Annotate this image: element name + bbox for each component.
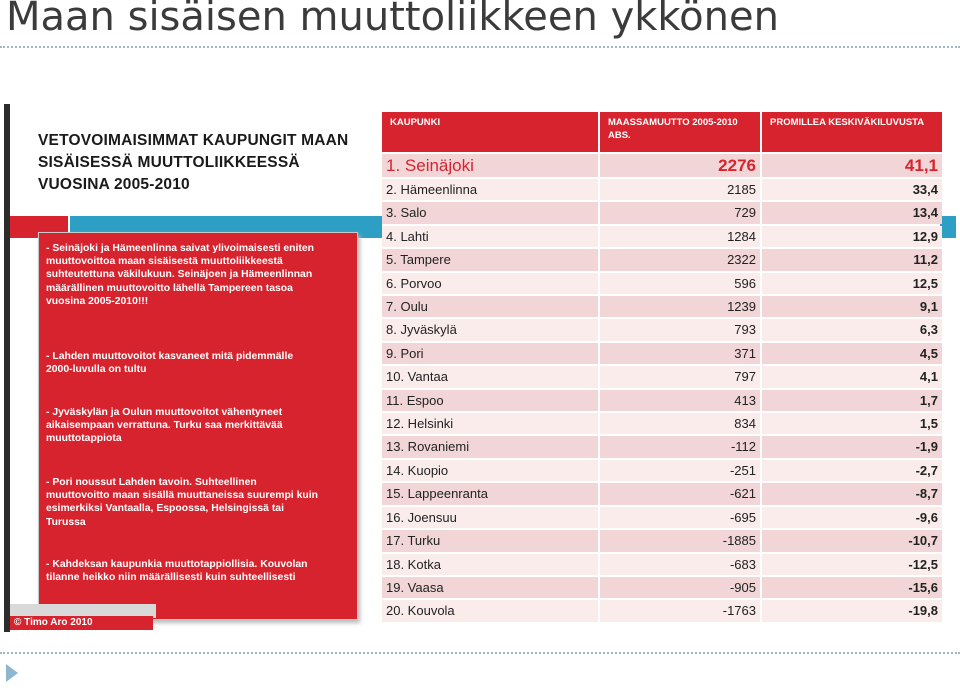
absolute-cell: -695 <box>600 507 760 528</box>
header-per-mille: PROMILLEA KESKIVÄKILUVUSTA <box>762 112 942 152</box>
table-row <box>382 460 942 481</box>
table-row <box>382 366 942 387</box>
table-row <box>382 600 942 621</box>
city-cell: 7. Oulu <box>382 296 598 317</box>
per-mille-cell: 4,1 <box>762 366 942 387</box>
absolute-cell: -1885 <box>600 530 760 551</box>
header-city: KAUPUNKI <box>382 112 598 152</box>
table-row <box>382 390 942 411</box>
per-mille-cell: -15,6 <box>762 577 942 598</box>
absolute-cell: -683 <box>600 554 760 575</box>
commentary-paragraph: - Seinäjoki ja Hämeenlinna saivat ylivoimaisesti eniten muuttovoittoa maan sisäisestä muuttoliikkeestä suhteutettuna väkilukuun. Seinäjoen ja Hämeenlinnan määrällinen muuttovoitto lähellä Tampereen tasoa vuosina 2005-2010!!! <box>46 243 314 307</box>
bullet-arrow-icon <box>6 664 18 682</box>
absolute-cell: 1239 <box>600 296 760 317</box>
table-row <box>382 226 942 247</box>
per-mille-cell: 9,1 <box>762 296 942 317</box>
table-row <box>382 319 942 340</box>
absolute-cell: 1284 <box>600 226 760 247</box>
city-cell: 6. Porvoo <box>382 273 598 294</box>
per-mille-cell: -19,8 <box>762 600 942 621</box>
slide-image <box>4 104 956 632</box>
city-cell: 14. Kuopio <box>382 460 598 481</box>
absolute-cell: 729 <box>600 202 760 223</box>
table-row <box>382 273 942 294</box>
commentary-paragraph: - Lahden muuttovoitot kasvaneet mitä pidemmälle 2000-luvulla on tultu <box>46 351 294 376</box>
city-cell: 12. Helsinki <box>382 413 598 434</box>
table-row <box>382 202 942 223</box>
table-row <box>382 507 942 528</box>
city-cell: 5. Tampere <box>382 249 598 270</box>
per-mille-cell: -12,5 <box>762 554 942 575</box>
table-row <box>382 483 942 504</box>
per-mille-cell: 1,5 <box>762 413 942 434</box>
top-divider <box>0 46 960 48</box>
slide-edge <box>4 104 10 632</box>
table-row <box>382 413 942 434</box>
city-cell: 17. Turku <box>382 530 598 551</box>
absolute-cell: 2185 <box>600 179 760 200</box>
commentary-paragraph: - Kahdeksan kaupunkia muuttotappiollisia. Kouvolan tilanne heikko niin määrällisesti kuin suhteellisesti <box>46 559 308 584</box>
per-mille-cell: 4,5 <box>762 343 942 364</box>
copyright-credit: © Timo Aro 2010 <box>10 616 153 630</box>
table-row <box>382 154 942 177</box>
city-cell: 18. Kotka <box>382 554 598 575</box>
absolute-cell: 793 <box>600 319 760 340</box>
table-row <box>382 249 942 270</box>
per-mille-cell: 11,2 <box>762 249 942 270</box>
per-mille-cell: -1,9 <box>762 436 942 457</box>
city-cell: 2. Hämeenlinna <box>382 179 598 200</box>
absolute-cell: -112 <box>600 436 760 457</box>
city-cell: 13. Rovaniemi <box>382 436 598 457</box>
per-mille-cell: 13,4 <box>762 202 942 223</box>
city-cell: 15. Lappeenranta <box>382 483 598 504</box>
per-mille-cell: 1,7 <box>762 390 942 411</box>
per-mille-cell: 12,9 <box>762 226 942 247</box>
panel-title: VETOVOIMAISIMMAT KAUPUNGIT MAAN SISÄISESSÄ MUUTTOLIIKKEESSÄ VUOSINA 2005-2010 <box>38 132 349 193</box>
commentary-paragraph: - Pori noussut Lahden tavoin. Suhteellinen muuttovoitto maan sisällä muuttaneissa suurempi kuin esimerkiksi Vantaalla, Espoossa, Helsingissä tai Turussa <box>46 477 318 528</box>
table-row <box>382 530 942 551</box>
bottom-divider <box>0 652 960 654</box>
table-row <box>382 296 942 317</box>
absolute-cell: -621 <box>600 483 760 504</box>
commentary-paragraph: - Jyväskylän ja Oulun muuttovoitot vähentyneet aikaisempaan verrattuna. Turku saa merkittävää muuttotappiota <box>46 407 283 445</box>
absolute-cell: -905 <box>600 577 760 598</box>
per-mille-cell: 12,5 <box>762 273 942 294</box>
table-row <box>382 554 942 575</box>
absolute-cell: 834 <box>600 413 760 434</box>
table-header-row <box>382 112 942 152</box>
per-mille-cell: -2,7 <box>762 460 942 481</box>
city-cell: 16. Joensuu <box>382 507 598 528</box>
absolute-cell: 413 <box>600 390 760 411</box>
absolute-cell: 2322 <box>600 249 760 270</box>
ranking-table <box>380 110 944 624</box>
absolute-cell: 596 <box>600 273 760 294</box>
header-absolute: MAASSAMUUTTO 2005-2010 ABS. <box>600 112 760 152</box>
absolute-cell: -251 <box>600 460 760 481</box>
per-mille-cell: -10,7 <box>762 530 942 551</box>
absolute-cell: 797 <box>600 366 760 387</box>
table-row <box>382 577 942 598</box>
city-cell: 9. Pori <box>382 343 598 364</box>
city-cell: 3. Salo <box>382 202 598 223</box>
city-cell: 19. Vaasa <box>382 577 598 598</box>
per-mille-cell: 33,4 <box>762 179 942 200</box>
per-mille-cell: -8,7 <box>762 483 942 504</box>
city-cell: 8. Jyväskylä <box>382 319 598 340</box>
per-mille-cell: -9,6 <box>762 507 942 528</box>
absolute-cell: 2276 <box>600 154 760 177</box>
absolute-cell: -1763 <box>600 600 760 621</box>
table-row <box>382 436 942 457</box>
absolute-cell: 371 <box>600 343 760 364</box>
page-title: Maan sisäisen muuttoliikkeen ykkönen <box>6 0 779 40</box>
per-mille-cell: 41,1 <box>762 154 942 177</box>
city-cell: 1. Seinäjoki <box>382 154 598 177</box>
city-cell: 20. Kouvola <box>382 600 598 621</box>
city-cell: 10. Vantaa <box>382 366 598 387</box>
table-row <box>382 179 942 200</box>
table-body <box>382 154 942 622</box>
per-mille-cell: 6,3 <box>762 319 942 340</box>
city-cell: 11. Espoo <box>382 390 598 411</box>
table-row <box>382 343 942 364</box>
city-cell: 4. Lahti <box>382 226 598 247</box>
